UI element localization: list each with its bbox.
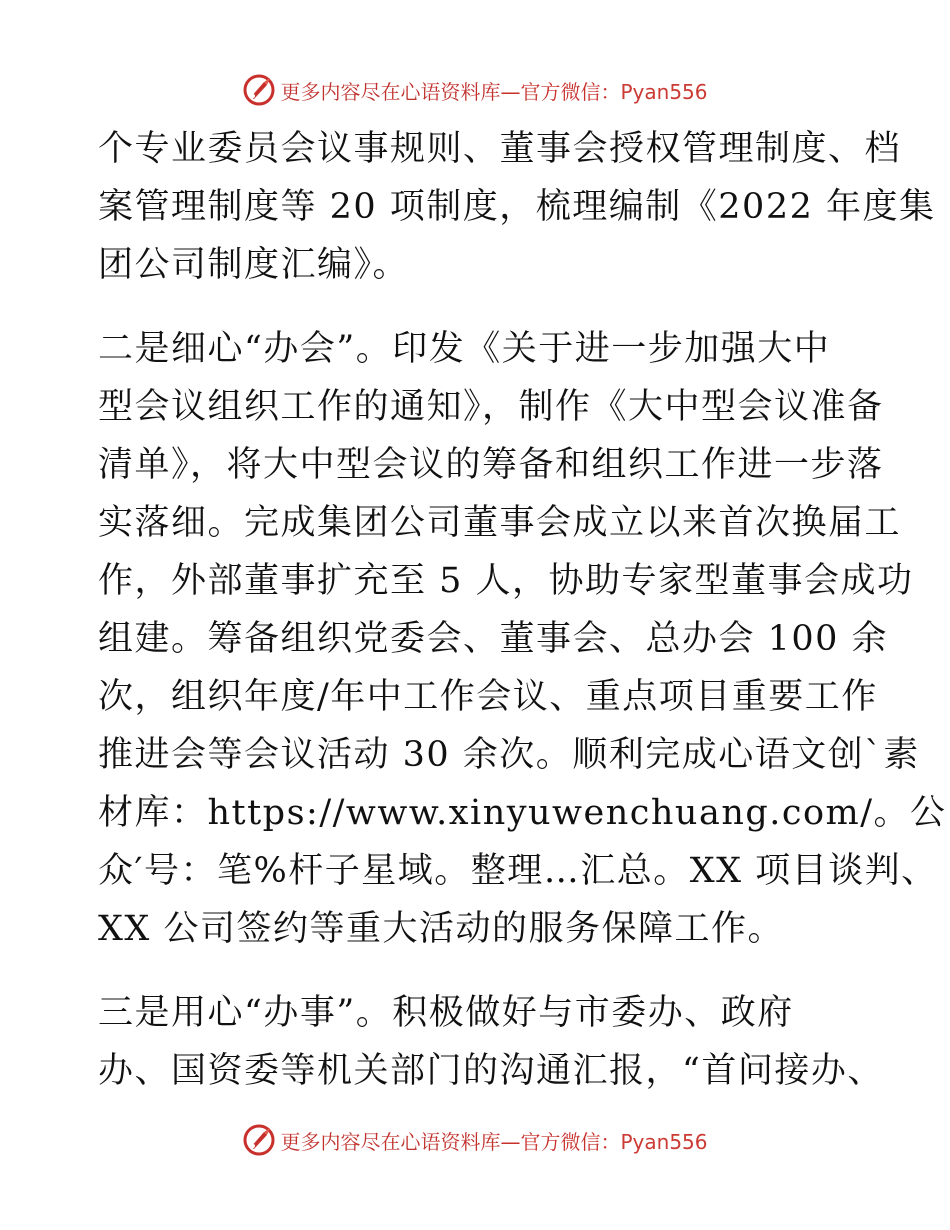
banner-brand: 更多内容尽在心语资料库: [280, 1129, 501, 1154]
feather-circle-logo-icon: [242, 73, 276, 107]
text-line: 团公司制度汇编》。: [98, 245, 410, 285]
banner-text: [280, 76, 707, 105]
text-line: 型会议组织工作的通知》，制作《大中型会议准备: [98, 387, 884, 427]
text-line: XX 公司签约等重大活动的服务保障工作。: [98, 909, 784, 949]
text-line: 作，外部董事扩充至 5 人，协助专家型董事会成功: [98, 561, 914, 601]
text-line: 众′号：笔%杆子星域。整理…汇总。XX 项目谈判、: [98, 851, 938, 891]
footer-banner: [0, 1120, 950, 1160]
banner-wechat-id: Pyan556: [620, 1129, 708, 1154]
paragraph: [98, 120, 936, 294]
text-line: 实落细。完成集团公司董事会成立以来首次换届工: [98, 503, 902, 543]
text-line: 材库：https://www.xinyuwenchuang.com/。公: [98, 793, 947, 833]
banner-wechat-label: 官方微信：: [520, 1129, 621, 1154]
banner-separator: —: [500, 79, 521, 104]
text-line: 推进会等会议活动 30 余次。顺利完成心语文创`素: [98, 735, 920, 775]
banner-wechat-label: 官方微信：: [520, 79, 621, 104]
text-line: 二是细心“办会”。印发《关于进一步加强大中: [98, 329, 831, 369]
paragraph: [98, 320, 947, 958]
header-banner: [0, 70, 950, 110]
text-line: 次，组织年度/年中工作会议、重点项目重要工作: [98, 677, 878, 717]
text-line: 清单》，将大中型会议的筹备和组织工作进一步落: [98, 445, 884, 485]
feather-circle-logo-icon: [242, 1123, 276, 1157]
banner-brand: 更多内容尽在心语资料库: [280, 79, 501, 104]
text-line: 办、国资委等机关部门的沟通汇报，“首问接办、: [98, 1051, 884, 1091]
text-line: 案管理制度等 20 项制度，梳理编制《2022 年度集: [98, 187, 936, 227]
text-line: 三是用心“办事”。积极做好与市委办、政府: [98, 993, 794, 1033]
text-line: 个专业委员会议事规则、董事会授权管理制度、档: [98, 129, 902, 169]
paragraph: [98, 984, 884, 1100]
banner-separator: —: [500, 1129, 521, 1154]
banner-text: [280, 1126, 707, 1155]
banner-wechat-id: Pyan556: [620, 79, 708, 104]
text-line: 组建。筹备组织党委会、董事会、总办会 100 余: [98, 619, 889, 659]
document-body: [98, 120, 947, 1100]
